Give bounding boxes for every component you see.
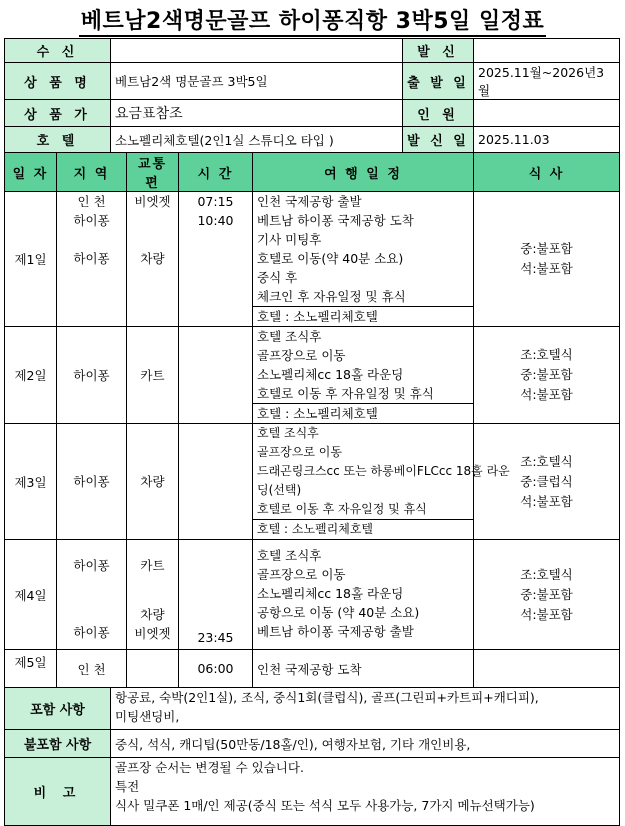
included-text <box>111 688 620 730</box>
price-label: 상 품 가 <box>5 100 111 127</box>
day-meals <box>474 424 620 540</box>
meal: 석:불포함 <box>520 387 573 402</box>
transport: 비엣젯 <box>134 194 171 209</box>
transport: 카트 <box>140 558 165 573</box>
schedule-item: 인천 국제공항 출발 <box>257 194 362 209</box>
day-transport <box>127 327 179 424</box>
included-line: 미팅샌딩비, <box>115 709 180 724</box>
schedule-item: 딩(선택) <box>257 483 302 497</box>
schedule-item: 골프장으로 이동 <box>257 445 342 459</box>
day-row-1 <box>5 192 620 327</box>
people-value <box>474 100 620 127</box>
day-meals <box>474 192 620 327</box>
schedule-item: 기사 미팅후 <box>257 232 322 247</box>
remarks-line: 골프장 순서는 변경될 수 있습니다. <box>115 760 304 775</box>
day-label: 제2일 <box>5 327 57 424</box>
region: 인 천 <box>77 194 106 209</box>
day-regions <box>57 540 127 650</box>
day-meals <box>474 650 620 688</box>
transport: 카트 <box>140 367 165 383</box>
price-value: 요금표참조 <box>111 100 403 127</box>
meal: 중:불포함 <box>520 586 573 602</box>
schedule-item: 호텔로 이동 후 자유일정 및 휴식 <box>257 386 434 401</box>
meal: 중:클럽식 <box>520 473 573 489</box>
remarks-row <box>5 758 620 826</box>
day-hotel: 호텔 : 소노펠리체호텔 <box>253 306 473 326</box>
remarks-label: 비 고 <box>5 758 111 826</box>
meal: 석:불포함 <box>520 261 573 276</box>
schedule-item: 호텔로 이동 후 자유일정 및 휴식 <box>257 502 427 516</box>
day-row-2 <box>5 327 620 424</box>
schedule-item: 호텔 조식후 <box>257 329 322 344</box>
remarks-line: 식사 밀쿠폰 1매/인 제공(중식 또는 석식 모두 사용가능, 7가지 메뉴선택가능) <box>115 798 535 813</box>
day-times <box>179 540 253 650</box>
meal: 석:불포함 <box>520 493 573 509</box>
transport: 차량 <box>140 607 165 622</box>
col-meals: 식 사 <box>474 153 620 192</box>
day-hotel: 호텔 : 소노펠리체호텔 <box>253 519 473 539</box>
receiver-row <box>5 39 620 63</box>
schedule-item: 호텔 조식후 <box>257 426 319 440</box>
day-row-4 <box>5 540 620 650</box>
day-regions <box>57 650 127 688</box>
time: 07:15 <box>197 194 234 209</box>
sender-label: 발 신 <box>403 39 474 63</box>
col-transport: 교통편 <box>127 153 179 192</box>
time: 23:45 <box>197 630 234 645</box>
remarks-text <box>111 758 620 826</box>
meal: 조:호텔식 <box>520 566 573 582</box>
schedule-item: 베트남 하이퐁 국제공항 도착 <box>257 213 414 228</box>
day-row-3 <box>5 424 620 540</box>
schedule-item: 소노펠리체cc 18홀 라운딩 <box>257 367 404 382</box>
col-time: 시 간 <box>179 153 253 192</box>
meal: 석:불포함 <box>520 606 573 622</box>
day-meals <box>474 327 620 424</box>
meal: 조:호텔식 <box>520 347 573 362</box>
receiver-value <box>111 39 403 63</box>
day-regions <box>57 424 127 540</box>
region: 하이퐁 <box>73 213 110 228</box>
day-times <box>179 327 253 424</box>
schedule-item: 인천 국제공항 도착 <box>257 661 362 677</box>
sent-date-label: 발 신 일 <box>403 127 474 153</box>
remarks-line: 특전 <box>115 779 140 794</box>
schedule-item: 중식 후 <box>257 270 298 285</box>
schedule-item: 드래곤링크스cc 또는 하롱베이FLCcc 18홀 라운 <box>257 464 510 478</box>
excluded-text: 중식, 석식, 캐디팁(50만동/18홀/인), 여행자보험, 기타 개인비용, <box>111 730 620 758</box>
itinerary-table <box>4 38 620 826</box>
excluded-row <box>5 730 620 758</box>
included-row <box>5 688 620 730</box>
day-transport <box>127 192 179 327</box>
included-label: 포함 사항 <box>5 688 111 730</box>
included-line: 항공료, 숙박(2인1실), 조식, 중식1회(클럽식), 골프(그린피+카트피+캐디피), <box>115 690 539 705</box>
receiver-label: 수 신 <box>5 39 111 63</box>
column-header-row <box>5 153 620 192</box>
schedule-item: 골프장으로 이동 <box>257 348 346 363</box>
depart-label: 출 발 일 <box>403 63 474 100</box>
day-label: 제3일 <box>5 424 57 540</box>
hotel-row <box>5 127 620 153</box>
sent-date-value: 2025.11.03 <box>474 127 620 153</box>
transport: 차량 <box>140 251 165 266</box>
schedule-item: 소노펠리체cc 18홀 라운딩 <box>257 586 404 601</box>
meal: 조:호텔식 <box>520 453 573 469</box>
day-regions <box>57 192 127 327</box>
day-schedule <box>253 650 474 688</box>
col-schedule: 여 행 일 정 <box>253 153 474 192</box>
day-label: 제1일 <box>5 192 57 327</box>
day-schedule <box>253 424 510 540</box>
schedule-item: 베트남 하이퐁 국제공항 출발 <box>257 624 414 639</box>
hotel-value: 소노펠리체호텔(2인1실 스튜디오 타입 ) <box>111 127 403 153</box>
region: 하이퐁 <box>73 625 110 640</box>
depart-value: 2025.11월~2026년3월 <box>474 63 620 100</box>
schedule-item: 체크인 후 자유일정 및 휴식 <box>257 289 406 304</box>
document-title <box>0 4 625 35</box>
day-times <box>179 192 253 327</box>
region: 하이퐁 <box>73 367 110 383</box>
day-transport <box>127 650 179 688</box>
product-row <box>5 63 620 100</box>
excluded-label: 불포함 사항 <box>5 730 111 758</box>
day-row-5 <box>5 650 620 688</box>
region: 하이퐁 <box>73 558 110 573</box>
col-day: 일 자 <box>5 153 57 192</box>
day-times <box>179 424 253 540</box>
meal: 중:불포함 <box>520 367 573 382</box>
transport: 차량 <box>140 474 165 489</box>
schedule-item: 호텔 조식후 <box>257 548 322 563</box>
day-schedule <box>253 540 474 650</box>
day-meals <box>474 540 620 650</box>
region: 인 천 <box>77 661 106 677</box>
day-transport <box>127 540 179 650</box>
region <box>61 230 122 249</box>
sender-value <box>474 39 620 63</box>
product-value: 베트남2색 명문골프 3박5일 <box>111 63 403 100</box>
hotel-label: 호 텔 <box>5 127 111 153</box>
schedule-item: 호텔로 이동(약 40분 소요) <box>257 251 404 266</box>
day-hotel: 호텔 : 소노펠리체호텔 <box>253 403 473 423</box>
day-schedule <box>253 327 474 424</box>
time: 06:00 <box>197 661 234 676</box>
schedule-item: 공항으로 이동 (약 40분 소요) <box>257 605 420 620</box>
schedule-item: 골프장으로 이동 <box>257 567 346 582</box>
transport <box>131 230 174 249</box>
document-title-text: 베트남2색명문골프 하이퐁직항 3박5일 일정표 <box>79 9 546 37</box>
product-label: 상 품 명 <box>5 63 111 100</box>
day-transport <box>127 424 179 540</box>
day-schedule <box>253 192 474 327</box>
day-label: 제4일 <box>5 540 57 650</box>
region: 하이퐁 <box>73 474 110 489</box>
day-label: 제5일 <box>5 650 57 688</box>
col-region: 지 역 <box>57 153 127 192</box>
day-times <box>179 650 253 688</box>
region: 하이퐁 <box>73 251 110 266</box>
price-row <box>5 100 620 127</box>
people-label: 인 원 <box>403 100 474 127</box>
time: 10:40 <box>197 213 234 228</box>
transport <box>131 211 174 230</box>
meal: 중:불포함 <box>520 241 573 256</box>
day-regions <box>57 327 127 424</box>
transport: 비엣젯 <box>134 626 171 641</box>
